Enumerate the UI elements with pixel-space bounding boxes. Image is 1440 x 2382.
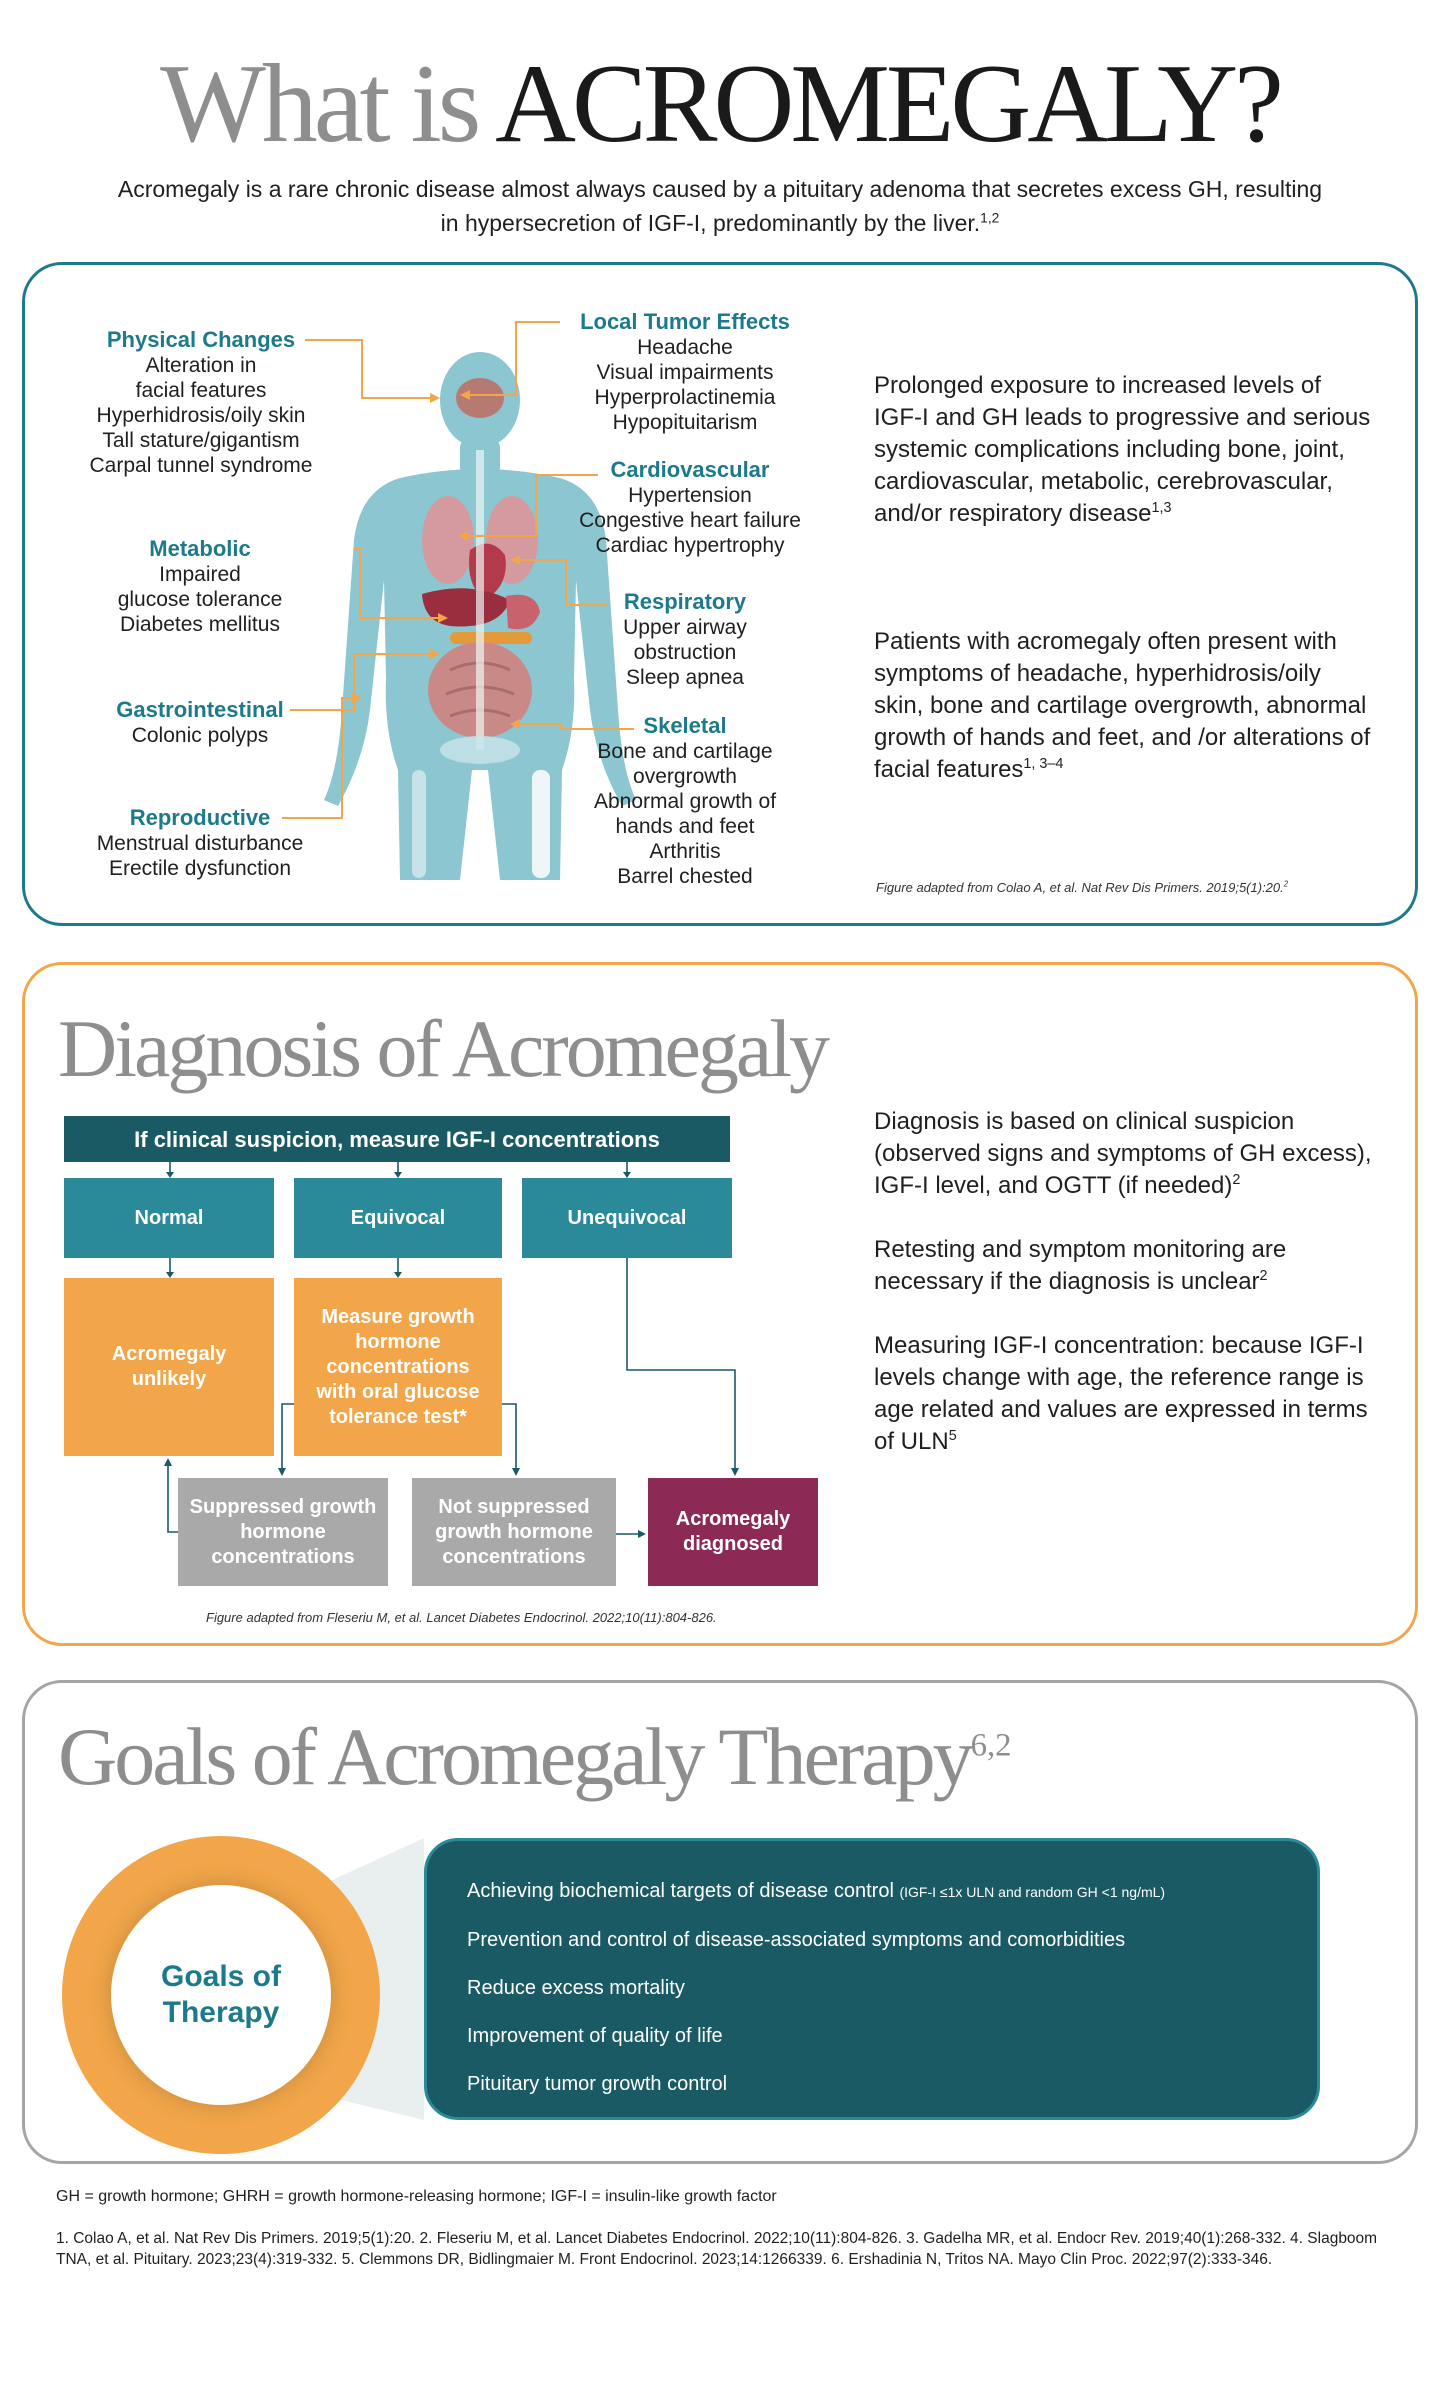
abbreviations: GH = growth hormone; GHRH = growth hormone-releasing hormone; IGF-I = insulin-like growth factor [56, 2188, 777, 2205]
goal-item: Pituitary tumor growth control [467, 2073, 728, 2095]
flow-measure-igf-box: If clinical suspicion, measure IGF-I concentrations [64, 1116, 730, 1162]
local-tumor-line: Headache [637, 336, 733, 359]
intro-citation: 1,2 [980, 210, 1000, 226]
goal-item: Prevention and control of disease-associated symptoms and comorbidities [467, 1929, 1126, 1951]
title-part-1: What is [160, 42, 496, 166]
diagnosis-figure-credit: Figure adapted from Fleseriu M, et al. Lancet Diabetes Endocrinol. 2022;10(11):804-826. [206, 1610, 717, 1625]
local-tumor-line: Hyperprolactinemia [594, 386, 776, 409]
symptoms-text: Patients with acromegaly often present with symptoms of headache, hyperhidrosis/oily skin, bone and cartilage overgrowth, abnormal growth of hands and feet, and /or alterations of facial features [874, 628, 1371, 783]
diagnosis-title: Diagnosis of Acromegaly [58, 1003, 828, 1094]
goal-item-1-detail: (IGF-I ≤1x ULN and random GH <1 ng/mL) [899, 1884, 1166, 1900]
symptoms-citation: 1, 3–4 [1023, 756, 1064, 772]
flow-equivocal-box: Equivocal [294, 1178, 502, 1258]
flow-unequivocal-box: Unequivocal [522, 1178, 732, 1258]
respiratory-line: Sleep apnea [626, 666, 744, 689]
diagnosis-text-1: Diagnosis is based on clinical suspicion (observed signs and symptoms of GH excess), IGF-I level, and OGTT (if needed) [874, 1108, 1372, 1199]
goals-title-text: Goals of Acromegaly Therapy [58, 1711, 971, 1802]
metabolic-line: glucose tolerance [117, 588, 283, 611]
body-credit-text: Figure adapted from Colao A, et al. Nat Rev Dis Primers. 2019;5(1):20. [876, 880, 1284, 895]
goal-item-1-text: Achieving biochemical targets of disease control [467, 1880, 894, 1902]
gastro-line: Colonic polyps [131, 724, 269, 747]
flow-normal-box: Normal [64, 1178, 274, 1258]
physical-line: Carpal tunnel syndrome [89, 454, 313, 477]
skeletal-line: Abnormal growth of [593, 790, 777, 813]
complications-text: Prolonged exposure to increased levels of IGF-I and GH leads to progressive and serious systemic complications including bone, joint, cardiovascular, metabolic, cerebrovascular, and/or respiratory disease [874, 372, 1371, 527]
cardio-heading: Cardiovascular [610, 457, 770, 482]
complications-citation: 1,3 [1151, 500, 1172, 516]
physical-line: facial features [135, 379, 267, 402]
flow-measure-gh-box: Measure growth hormone concentrations with oral glucose tolerance test* [294, 1278, 502, 1456]
ring-line-1: Goals of [160, 1960, 281, 1993]
goal-item: Reduce excess mortality [467, 1977, 685, 1999]
respiratory-line: obstruction [633, 641, 737, 664]
reproductive-heading: Reproductive [129, 805, 271, 830]
physical-line: Alteration in [145, 354, 257, 377]
references: 1. Colao A, et al. Nat Rev Dis Primers. 2019;5(1):20. 2. Fleseriu M, et al. Lancet Diabetes Endocrinol. 2022;10(11):804-826. 3. Gadelha MR, et al. Endocr Rev. 2019;40(1):268-332. 4. Slagboom TNA, et al. Pituitary. 2023;23(4):319-332. 5. Clemmons DR, Bidlingmaier M. Front Endocrinol. 2023;14:1266339. 6. Ershadinia N, Tritos NA. Mayo Clin Proc. 2022;97(2):333-346. [56, 2230, 1378, 2268]
intro-sentence: Acromegaly is a rare chronic disease almost always caused by a pituitary adenoma that secretes excess GH, resulting in hypersecretion of IGF-I, predominantly by the liver. [117, 176, 1323, 236]
goals-ring [62, 1836, 380, 2154]
diagnosis-citation-2: 2 [1259, 1268, 1268, 1284]
skeletal-line: Arthritis [649, 840, 721, 863]
skeletal-line: overgrowth [633, 765, 737, 788]
cardio-line: Cardiac hypertrophy [595, 534, 785, 557]
physical-line: Tall stature/gigantism [102, 429, 300, 452]
goal-item: Improvement of quality of life [467, 2025, 723, 2047]
respiratory-heading: Respiratory [623, 589, 747, 614]
local-tumor-heading: Local Tumor Effects [580, 309, 790, 334]
diagnosis-text-2: Retesting and symptom monitoring are necessary if the diagnosis is unclear [874, 1236, 1287, 1295]
skeletal-line: Bone and cartilage [597, 740, 773, 763]
cardio-line: Congestive heart failure [579, 509, 801, 532]
local-tumor-line: Visual impairments [596, 361, 774, 384]
ring-line-2: Therapy [162, 1996, 280, 2029]
physical-heading: Physical Changes [106, 327, 296, 352]
local-tumor-line: Hypopituitarism [612, 411, 758, 434]
physical-line: Hyperhidrosis/oily skin [96, 404, 306, 427]
metabolic-heading: Metabolic [149, 536, 251, 561]
reproductive-line: Menstrual disturbance [96, 832, 304, 855]
goals-ring-center [111, 1885, 331, 2105]
goals-title-citation: 6,2 [970, 1727, 1012, 1764]
metabolic-line: Diabetes mellitus [120, 613, 280, 636]
flow-diagnosed-box: Acromegaly diagnosed [648, 1478, 818, 1586]
flow-unlikely-box: Acromegaly unlikely [64, 1278, 274, 1456]
skeletal-heading: Skeletal [643, 713, 727, 738]
diagnosis-citation-3: 5 [948, 1428, 957, 1444]
title-part-2: ACROMEGALY? [495, 42, 1280, 166]
metabolic-line: Impaired [159, 563, 241, 586]
flow-suppressed-box: Suppressed growth hormone concentrations [178, 1478, 388, 1586]
gastro-heading: Gastrointestinal [116, 697, 284, 722]
reproductive-line: Erectile dysfunction [108, 857, 292, 880]
skeletal-line: hands and feet [615, 815, 755, 838]
flow-not-suppressed-box: Not suppressed growth hormone concentrations [412, 1478, 616, 1586]
cardio-line: Hypertension [628, 484, 752, 507]
diagnosis-citation-1: 2 [1232, 1172, 1241, 1188]
goal-item [467, 1867, 1281, 1916]
body-credit-citation: 2 [1283, 879, 1289, 889]
skeletal-line: Barrel chested [617, 865, 753, 888]
goals-list-box [424, 1838, 1320, 2120]
diagnosis-text-3: Measuring IGF-I concentration: because IGF-I levels change with age, the reference range is age related and values are expressed in terms of ULN [874, 1332, 1368, 1455]
respiratory-line: Upper airway [623, 616, 747, 639]
